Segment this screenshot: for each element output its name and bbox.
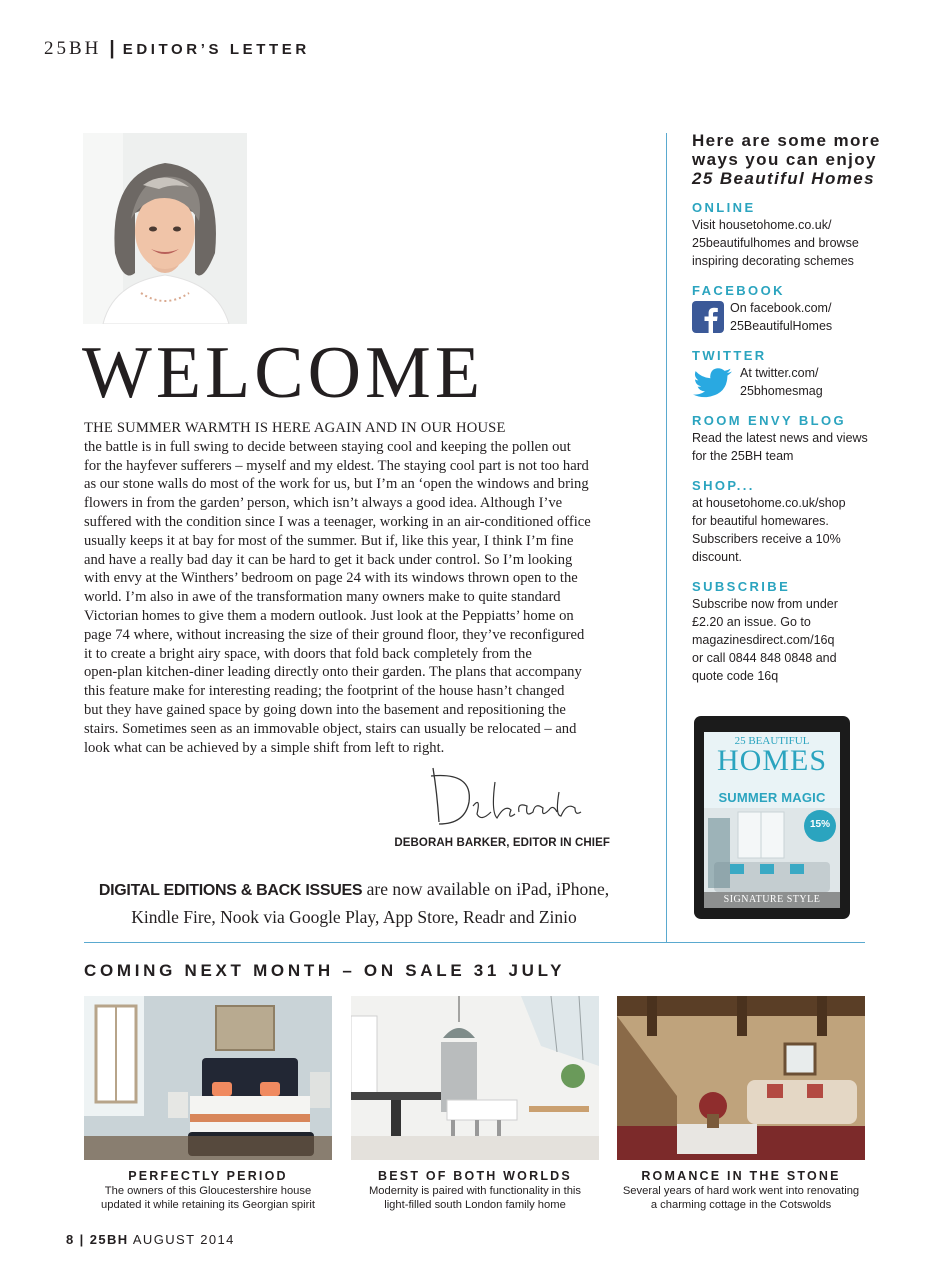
online-text: inspiring decorating schemes (692, 254, 854, 268)
blog-heading: ROOM ENVY BLOG (692, 413, 846, 428)
sidebar-twitter (692, 348, 912, 400)
letter-line: stairs. Sometimes seen as an immovable object, stairs can usually be relocated – and (84, 720, 577, 737)
letter-line: usually keeps it at bay for most of the summer. But if, like this year, I think I’m fine (84, 532, 574, 549)
letter-line: this feature make for interesting reading; the footprint of the house hasn’t changed (84, 683, 565, 700)
digital-editions-text-2: Kindle Fire, Nook via Google Play, App Store, Readr and Zinio (131, 907, 577, 927)
next-month-item (617, 1169, 865, 1212)
twitter-bird-icon (692, 366, 734, 398)
online-link[interactable]: Visit housetohome.co.uk/ (692, 218, 832, 232)
cover-masthead-small: 25 BEAUTIFUL (734, 735, 810, 747)
next-month-title: ROMANCE IN THE STONE (641, 1169, 841, 1183)
subscribe-text: or call 0844 848 0848 and (692, 651, 837, 665)
next-month-desc: The owners of this Gloucestershire house (104, 1185, 312, 1197)
footer-brand: 25BH (89, 1232, 129, 1247)
cover-line: SUMMER MAGIC (718, 790, 826, 805)
editor-photo (83, 133, 247, 324)
next-month-item (351, 1169, 599, 1212)
header-separator: | (109, 38, 115, 59)
subscribe-link[interactable]: magazinesdirect.com/16q (692, 633, 835, 647)
next-month-desc: light-filled south London family home (384, 1199, 566, 1211)
cover-masthead-big: HOMES (716, 744, 827, 777)
next-month-desc: Modernity is paired with functionality in this (368, 1185, 582, 1197)
footer-issue: AUGUST 2014 (132, 1232, 235, 1247)
blog-text: for the 25BH team (692, 449, 794, 463)
next-month-title: BEST OF BOTH WORLDS (378, 1169, 572, 1183)
coming-next-month-heading: COMING NEXT MONTH – ON SALE 31 JULY (84, 961, 566, 980)
header-brand: 25BH (44, 38, 102, 59)
next-month-item (84, 1169, 332, 1212)
cover-footer-line: SIGNATURE STYLE (723, 894, 821, 905)
shop-link[interactable]: at housetohome.co.uk/shop (692, 496, 846, 510)
subscribe-text: £2.20 an issue. Go to (692, 615, 811, 629)
shop-text: for beautiful homewares. (692, 514, 829, 528)
subscribe-text: Subscribe now from under (692, 597, 838, 611)
letter-line: world. I’m also in awe of the transformation many owners make to quite standard (84, 589, 561, 606)
letter-line: Victorian homes to give them a modern outlook. Just look at the Peppiatts’ home on (84, 607, 574, 624)
sidebar (692, 131, 912, 698)
sidebar-blog (692, 413, 912, 465)
next-month-desc: a charming cottage in the Cotswolds (650, 1199, 832, 1211)
sidebar-online (692, 200, 912, 270)
digital-editions-strong: DIGITAL EDITIONS & BACK ISSUES (98, 882, 363, 899)
facebook-link[interactable]: 25BeautifulHomes (730, 319, 833, 333)
sidebar-title-magazine: 25 Beautiful Homes (692, 169, 875, 188)
editor-signoff: DEBORAH BARKER, EDITOR IN CHIEF (394, 837, 610, 849)
letter-line: for the hayfever sufferers – myself and my eldest. The staying cool part is not too hard (84, 457, 589, 474)
kitchen-photo (351, 996, 599, 1160)
digital-editions-note (84, 876, 624, 930)
letter-line: suffered with the condition since I was a teenager, working in an air-conditioned office (84, 513, 591, 530)
footer-separator: | (79, 1232, 85, 1247)
sidebar-subscribe (692, 579, 912, 685)
cover-masthead (704, 734, 840, 775)
page-footer (66, 1232, 235, 1247)
sidebar-facebook (692, 283, 912, 335)
digital-editions-text: are now available on iPad, iPhone, (362, 879, 610, 899)
letter-body (84, 419, 644, 757)
letter-lead: THE SUMMER WARMTH IS HERE AGAIN AND IN OUR HOUSE (84, 420, 506, 436)
letter-line: page 74 where, without increasing the size of their ground floor, they’ve reconfigured (84, 626, 585, 643)
facebook-icon (692, 301, 724, 333)
horizontal-divider (84, 942, 865, 943)
tablet-screen (704, 732, 840, 908)
tablet-cover-image (694, 716, 850, 919)
online-heading: ONLINE (692, 200, 756, 215)
sidebar-title-line: ways you can enjoy (692, 150, 877, 169)
sidebar-title (692, 131, 912, 188)
shop-text: Subscribers receive a 10% (692, 532, 841, 546)
facebook-heading: FACEBOOK (692, 283, 785, 298)
letter-line: and have a really bad day it can be hard to get it back under control. So I’m looking (84, 551, 573, 568)
signature-image (425, 762, 585, 834)
shop-text: discount. (692, 550, 743, 564)
facebook-link[interactable]: On facebook.com/ (730, 301, 832, 315)
letter-line: the battle is in full swing to decide between staying cool and keeping the pollen out (84, 438, 571, 455)
letter-line: with envy at the Winthers’ bedroom on page 24 with its windows thrown open to the (84, 570, 578, 587)
blog-text: Read the latest news and views (692, 431, 868, 445)
subscribe-heading: SUBSCRIBE (692, 579, 791, 594)
cover-discount-badge: 15% (804, 810, 836, 842)
shop-heading: SHOP... (692, 478, 755, 493)
letter-line: as our stone walls do most of the work for us, but I’m an ‘open the windows and bring (84, 476, 589, 493)
next-month-desc: Several years of hard work went into renovating (622, 1185, 860, 1197)
letter-line: flowers in from the garden’ person, which isn’t always a good idea. Although I’ve (84, 495, 563, 512)
bedroom-photo (84, 996, 332, 1160)
letter-line: look what can be achieved by a simple shift from left to right. (84, 739, 445, 756)
twitter-heading: TWITTER (692, 348, 767, 363)
letter-line: it to create a bright airy space, with doors that fold back completely from the (84, 645, 532, 662)
cottage-living-room-photo (617, 996, 865, 1160)
letter-line: open-plan kitchen-diner leading directly onto their garden. The plans that accompany (84, 664, 582, 681)
next-month-title: PERFECTLY PERIOD (128, 1169, 288, 1183)
subscribe-text: quote code 16q (692, 669, 779, 683)
header-section: EDITOR’S LETTER (122, 41, 310, 58)
twitter-link[interactable]: At twitter.com/ (740, 366, 819, 380)
vertical-divider (666, 133, 667, 943)
twitter-link[interactable]: 25bhomesmag (740, 384, 823, 398)
letter-line: but they have gained space by going down into the basement and repositioning the (84, 701, 566, 718)
welcome-heading: WELCOME (82, 332, 485, 414)
page-number: 8 (66, 1232, 75, 1247)
sidebar-title-line: Here are some more (692, 131, 881, 150)
next-month-desc: updated it while retaining its Georgian spirit (101, 1199, 315, 1211)
page-header (44, 38, 310, 60)
sidebar-shop (692, 478, 912, 566)
online-text: 25beautifulhomes and browse (692, 236, 859, 250)
